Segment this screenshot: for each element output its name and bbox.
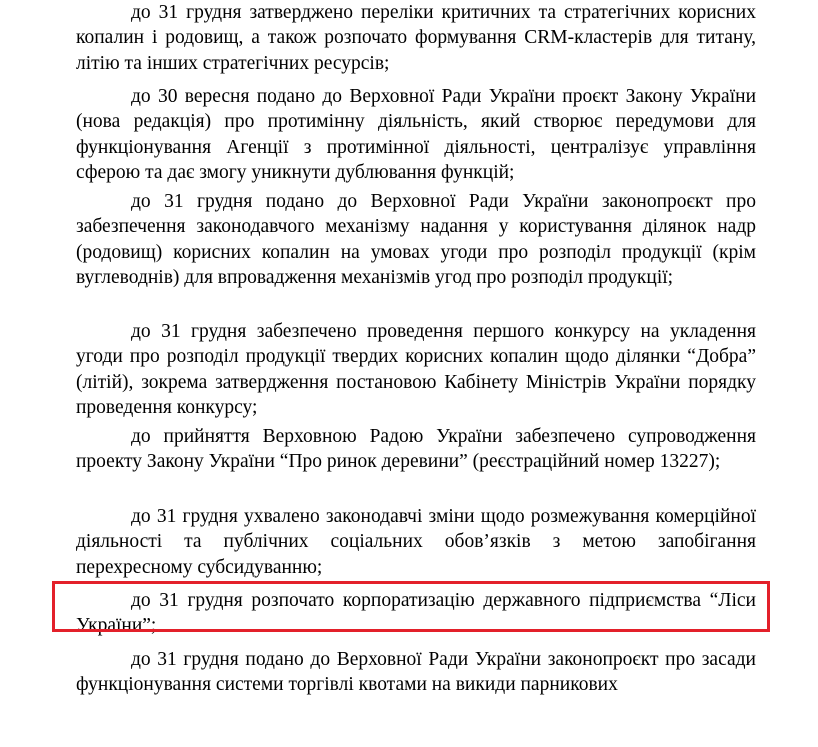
paragraph-critical-minerals: до 31 грудня затверджено переліки критичних та стратегічних корисних копалин і родовищ, а також розпочато формування CRM-кластерів для титану, літію та інших стратегічних ресурсів; xyxy=(76,2,756,74)
paragraph-emissions-trading: до 31 грудня подано до Верховної Ради України законопроєкт про засади функціонування системи торгівлі квотами на викиди парникових xyxy=(76,649,756,696)
paragraph-mine-action-law: до 30 вересня подано до Верховної Ради України проєкт Закону України (нова редакція) про протимінну діяльність, який створює передумови для функціонування Агенції з протимінної діяльності, централізує управління сферою та дає змогу уникнути дублювання функцій; xyxy=(76,86,756,183)
paragraph-cross-subsidy: до 31 грудня ухвалено законодавчі зміни щодо розмежування комерційної діяльності та публічних соціальних обов’язків з метою запобігання перехресному субсидуванню; xyxy=(76,506,756,578)
paragraph-forests-corporatization: до 31 грудня розпочато корпоратизацію державного підприємства “Ліси України”; xyxy=(76,590,756,637)
paragraph-subsoil-psa-bill: до 31 грудня подано до Верховної Ради України законопроєкт про забезпечення законодавчого механізму надання у користування ділянок надр (родовищ) корисних копалин на умовах угоди про розподіл продукції (крім вуглеводнів) для впровадження механізмів угод про розподіл продукції; xyxy=(76,191,756,288)
paragraph-dobra-tender: до 31 грудня забезпечено проведення першого конкурсу на укладення угоди про розподіл продукції твердих корисних копалин щодо ділянки “Добра” (літій), зокрема затвердження постановою Кабінету Міністрів України порядку проведення конкурсу; xyxy=(76,321,756,418)
paragraph-timber-market-law: до прийняття Верховною Радою України забезпечено супроводження проекту Закону України “Про ринок деревини” (реєстраційний номер 13227); xyxy=(76,426,756,473)
